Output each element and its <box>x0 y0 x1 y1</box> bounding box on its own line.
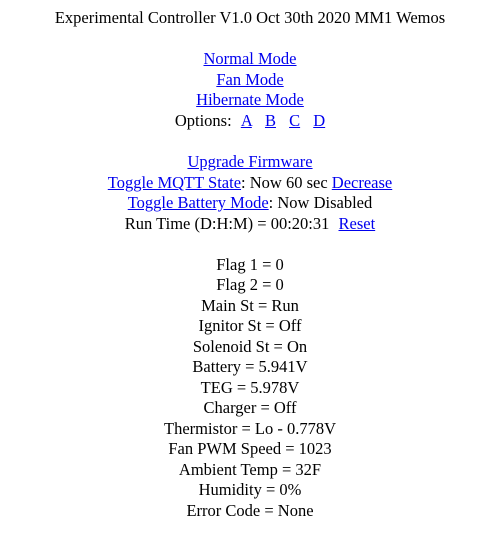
option-c-link[interactable]: C <box>289 111 301 130</box>
status-humidity: Humidity = 0% <box>198 480 302 499</box>
mode-row-normal <box>0 48 500 69</box>
status-flag-1: Flag 1 = 0 <box>216 255 284 274</box>
run-time-text: Run Time (D:H:M) = 00:20:31 <box>124 214 330 233</box>
options-label: Options: <box>174 111 232 130</box>
normal-mode-link[interactable]: Normal Mode <box>203 49 297 68</box>
status-flag-2: Flag 2 = 0 <box>216 275 284 294</box>
run-time-row <box>0 213 500 234</box>
decrease-link[interactable]: Decrease <box>331 173 393 192</box>
option-b-link[interactable]: B <box>264 111 276 130</box>
status-ignitor-state: Ignitor St = Off <box>198 316 302 335</box>
status-teg: TEG = 5.978V <box>200 378 300 397</box>
page-title: Experimental Controller V1.0 Oct 30th 2020 MM1 Wemos <box>54 8 446 27</box>
status-solenoid-state: Solenoid St = On <box>192 337 308 356</box>
status-charger: Charger = Off <box>203 398 297 417</box>
status-error-code: Error Code = None <box>186 501 314 520</box>
toggle-mqtt-link[interactable]: Toggle MQTT State <box>107 173 242 192</box>
status-main-state: Main St = Run <box>201 296 299 315</box>
reset-link[interactable]: Reset <box>338 214 376 233</box>
status-ambient-temp: Ambient Temp = 32F <box>178 460 322 479</box>
mqtt-status: : Now 60 sec <box>241 173 328 192</box>
option-d-link[interactable]: D <box>313 111 326 130</box>
upgrade-row <box>0 151 500 172</box>
status-thermistor: Thermistor = Lo - 0.778V <box>164 419 336 438</box>
status-fan-pwm: Fan PWM Speed = 1023 <box>168 439 332 458</box>
mode-row-hibernate <box>0 89 500 110</box>
battery-mode-row <box>0 192 500 213</box>
upgrade-firmware-link[interactable]: Upgrade Firmware <box>187 152 313 171</box>
toggle-battery-link[interactable]: Toggle Battery Mode <box>127 193 269 212</box>
hibernate-mode-link[interactable]: Hibernate Mode <box>196 90 304 109</box>
battery-mode-status: : Now Disabled <box>268 193 373 212</box>
status-battery: Battery = 5.941V <box>192 357 308 376</box>
mode-row-fan <box>0 69 500 90</box>
option-a-link[interactable]: A <box>240 111 252 130</box>
mqtt-row <box>0 172 500 193</box>
fan-mode-link[interactable]: Fan Mode <box>216 70 284 89</box>
options-row <box>0 110 500 131</box>
